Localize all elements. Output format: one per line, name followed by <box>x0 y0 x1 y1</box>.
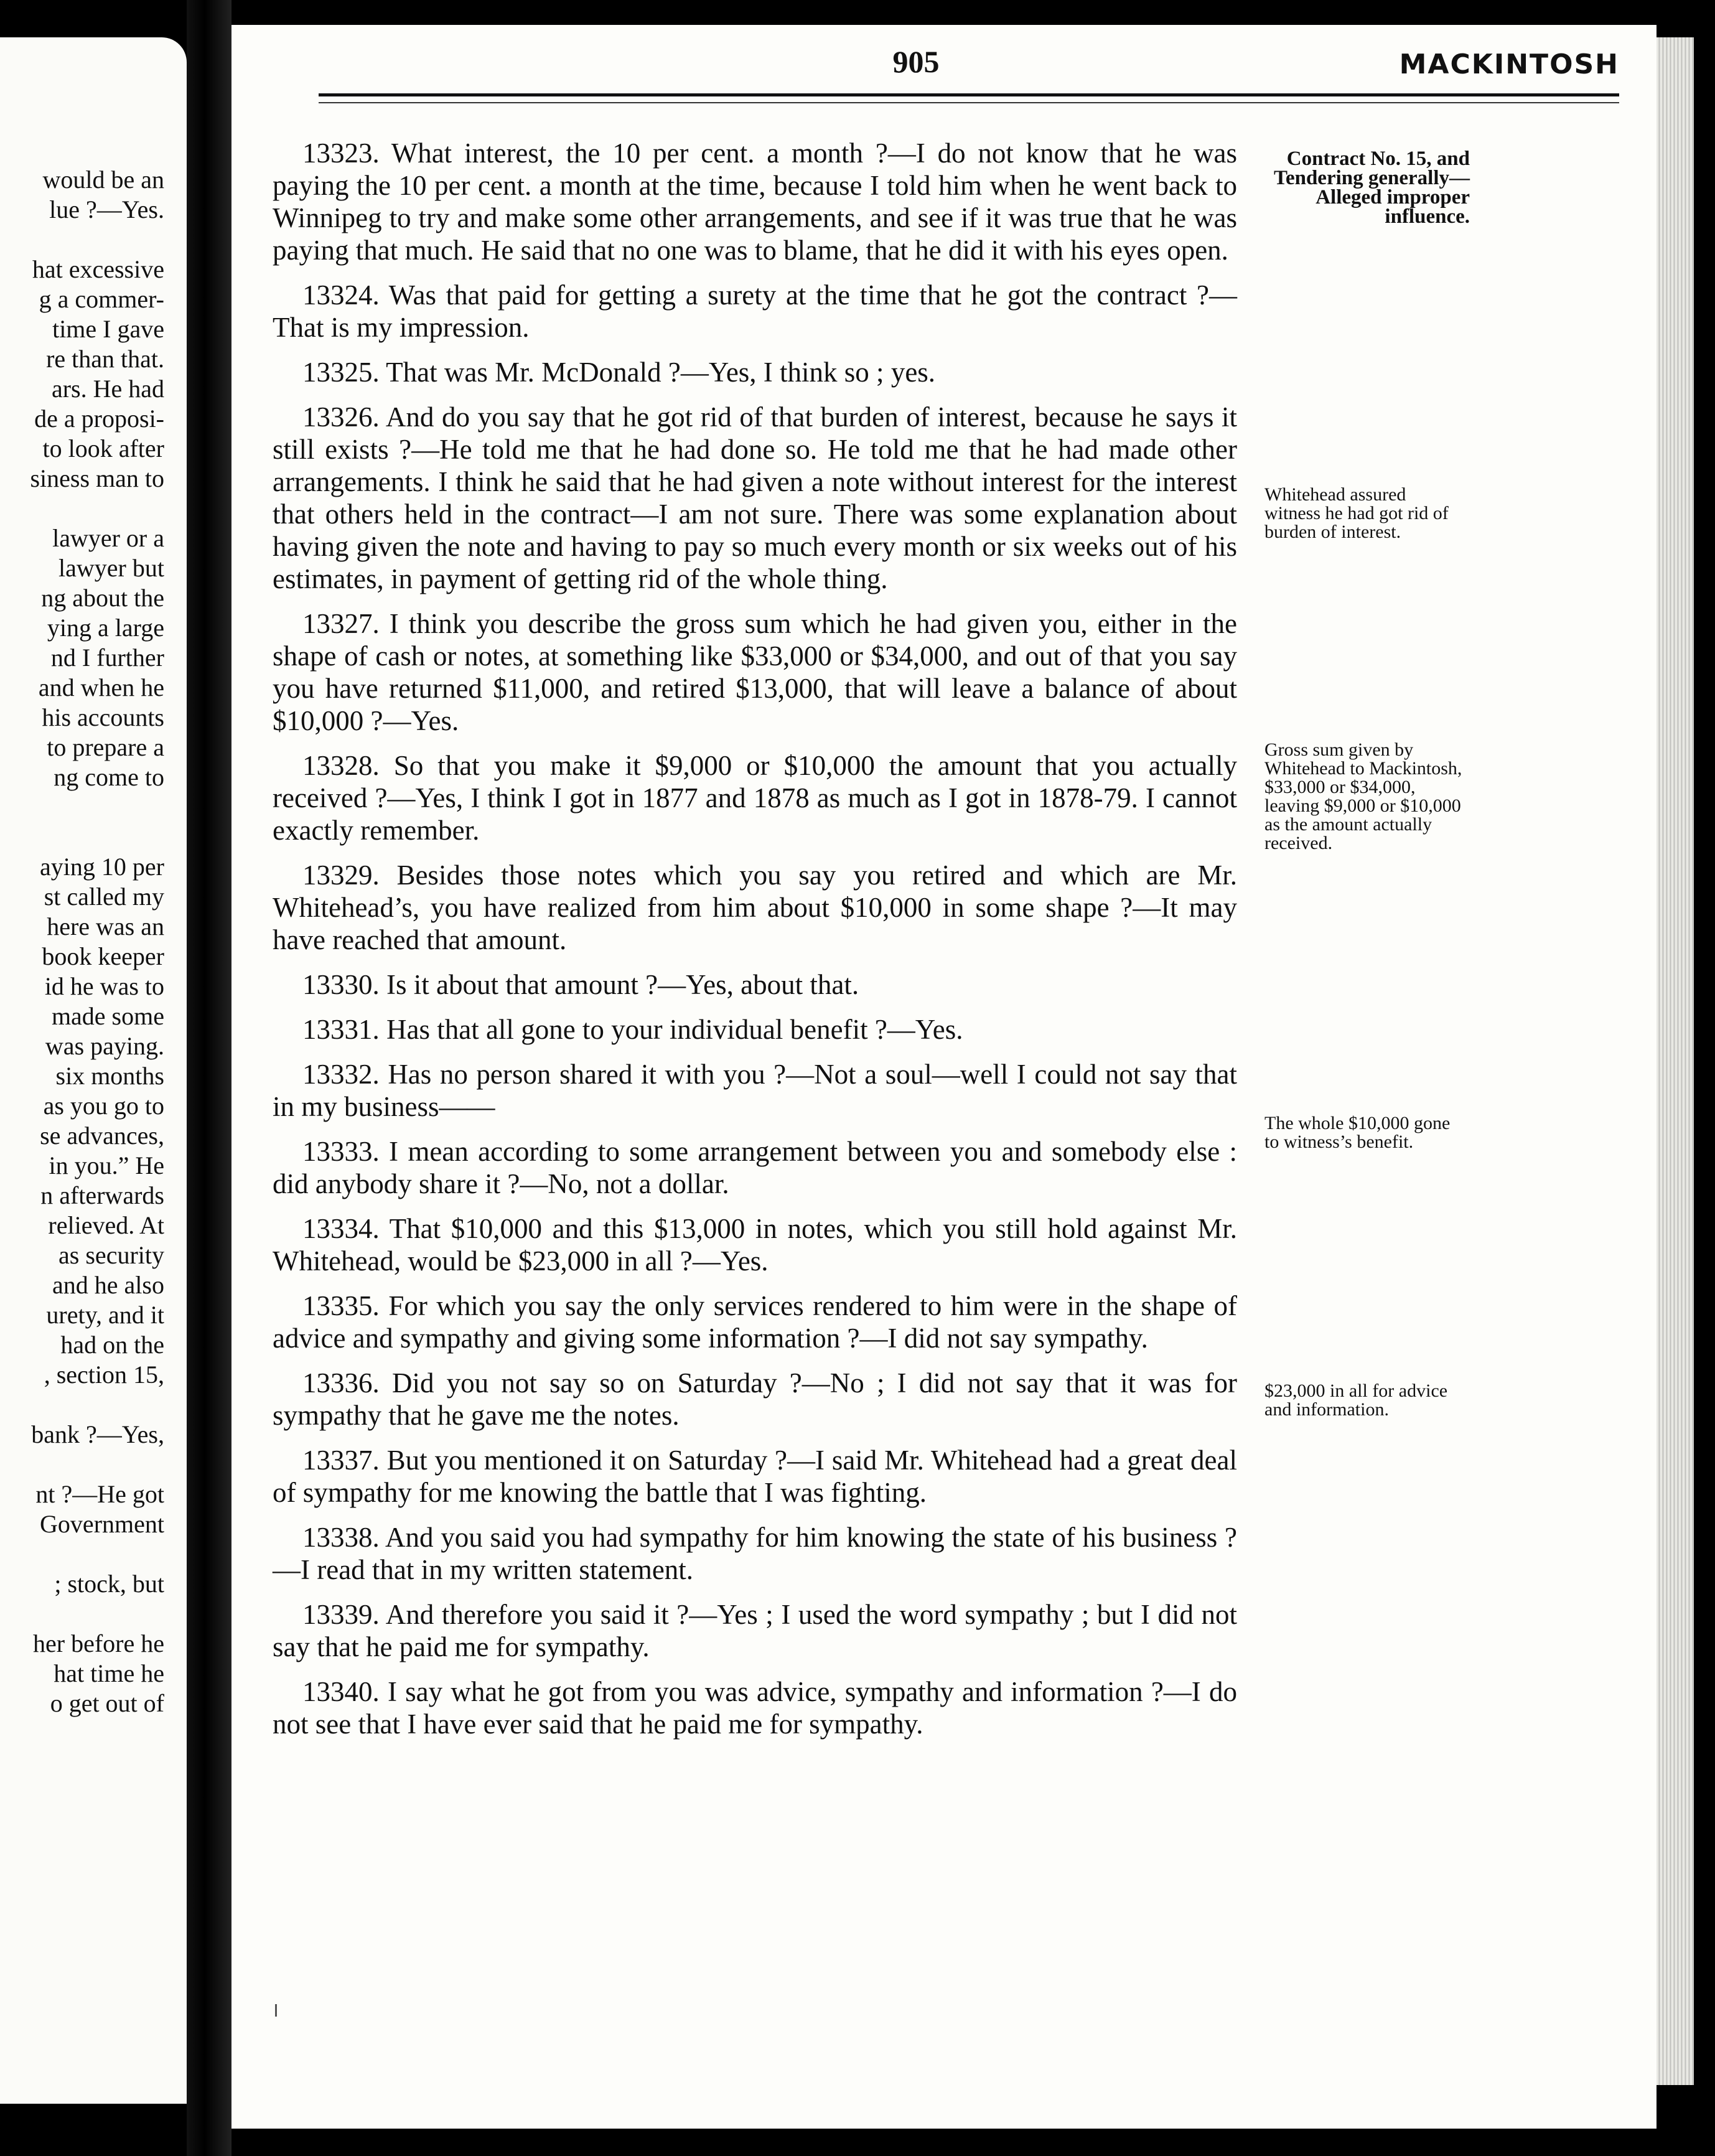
facing-page-line: was paying. <box>45 1032 164 1060</box>
paragraph-13333: 13333. I mean according to some arrangement between you and somebody else : did anybody share it ?—No, not a dollar. <box>273 1136 1237 1199</box>
facing-page-line: id he was to <box>44 972 164 1000</box>
paragraph-13339: 13339. And therefore you said it ?—Yes ; I used the word sympathy ; but I did not say that he paid me for sympathy. <box>273 1599 1237 1662</box>
facing-page-line: his accounts <box>42 703 164 731</box>
facing-page-line: Government <box>40 1510 164 1538</box>
facing-page-line: and when he <box>38 673 164 701</box>
facing-page-line: to prepare a <box>47 733 164 761</box>
page-edges <box>1657 37 1694 2085</box>
paragraph-13334: 13334. That $10,000 and this $13,000 in notes, which you still hold against Mr. Whitehead, would be $23,000 in all ?—Yes. <box>273 1213 1237 1277</box>
facing-page-line: ng about the <box>41 584 164 612</box>
print-mark <box>275 2004 277 2017</box>
facing-page-line: hat time he <box>54 1659 164 1687</box>
facing-page-text <box>0 165 164 1718</box>
facing-page-line: to look after <box>42 434 164 462</box>
facing-page-line <box>0 1390 164 1420</box>
facing-page-line: g a commer- <box>39 285 164 313</box>
paragraph-13338: 13338. And you said you had sympathy for him knowing the state of his business ?—I read that in my written statement. <box>273 1522 1237 1585</box>
facing-page-line: her before he <box>33 1629 164 1657</box>
paragraph-13337: 13337. But you mentioned it on Saturday ?—I said Mr. Whitehead had a great deal of sympathy for me knowing the battle that I was fighting. <box>273 1445 1237 1508</box>
facing-page-line: nt ?—He got <box>35 1480 164 1508</box>
facing-page-line: as security <box>58 1241 164 1269</box>
facing-page-line: here was an <box>47 912 164 940</box>
facing-page-line: lue ?—Yes. <box>49 195 164 223</box>
facing-page-line: , section 15, <box>44 1361 164 1389</box>
header-rule <box>319 93 1619 96</box>
facing-page-line <box>0 494 164 523</box>
facing-page-line: aying 10 per <box>40 853 164 881</box>
facing-page-line <box>0 225 164 255</box>
paragraph-13331: 13331. Has that all gone to your individual benefit ?—Yes. <box>302 1014 963 1045</box>
facing-page-line: n afterwards <box>40 1181 164 1209</box>
margin-note-total-sum: $23,000 in all for advice and information. <box>1264 1380 1448 1420</box>
facing-page-line: book keeper <box>42 942 164 970</box>
facing-page-line: lawyer or a <box>52 524 164 552</box>
facing-page-line: in you.” He <box>49 1151 164 1179</box>
facing-page-line: ng come to <box>54 763 164 791</box>
facing-page-line: se advances, <box>40 1122 164 1150</box>
paragraph-13330: 13330. Is it about that amount ?—Yes, about that. <box>302 969 859 1000</box>
header-rule-thin <box>319 102 1619 103</box>
facing-page-line: time I gave <box>52 315 164 343</box>
paragraph-13326: 13326. And do you say that he got rid of that burden of interest, because he says it still exists ?—He told me that he had done so. He told me that he had made other arrangements. I think he said that he had given a note without interest for the interest that others held in the contract—I am not sure. There was some explanation about having given the note and having to pay so much every month or six weeks out of his estimates, in payment of getting rid of the whole thing. <box>273 401 1237 594</box>
facing-page-line: as you go to <box>43 1092 164 1120</box>
facing-page-line: ying a large <box>47 614 164 642</box>
facing-page-line: re than that. <box>46 345 164 373</box>
paragraph-13335: 13335. For which you say the only services rendered to him were in the shape of advice and sympathy and giving some information ?—I did not say sympathy. <box>273 1290 1237 1354</box>
book-gutter <box>187 0 231 2156</box>
facing-page-line: six months <box>55 1062 164 1090</box>
facing-page-line: bank ?—Yes, <box>31 1420 164 1448</box>
facing-page-line <box>0 1539 164 1569</box>
paragraph-13336: 13336. Did you not say so on Saturday ?—No ; I did not say that it was for sympathy that he gave me the notes. <box>273 1367 1237 1431</box>
paragraph-13327: 13327. I think you describe the gross sum which he had given you, either in the shape of cash or notes, at something like $33,000 or $34,000, and out of that you say you have returned $11,000, and retired $13,000, that will leave a balance of about $10,000 ?—Yes. <box>273 608 1237 736</box>
facing-page-line: de a proposi- <box>34 405 164 433</box>
facing-page-line: hat excessive <box>32 255 164 283</box>
paragraph-13325: 13325. That was Mr. McDonald ?—Yes, I think so ; yes. <box>302 357 936 388</box>
facing-page-line: lawyer but <box>58 554 164 582</box>
facing-page-line: ; stock, but <box>54 1570 164 1598</box>
facing-page-line <box>0 1450 164 1479</box>
facing-page-line: o get out of <box>50 1689 164 1717</box>
facing-page-line: ars. He had <box>51 375 164 403</box>
facing-page-line: siness man to <box>30 464 164 492</box>
facing-page-line: relieved. At <box>48 1211 164 1239</box>
paragraph-13332: 13332. Has no person shared it with you ?—Not a soul—well I could not say that in my business—— <box>273 1059 1237 1122</box>
facing-page-line: urety, and it <box>46 1301 164 1329</box>
book-page <box>231 25 1657 2129</box>
facing-page-line <box>0 792 164 822</box>
facing-page-line: st called my <box>44 883 164 911</box>
page-number: 905 <box>892 44 940 79</box>
facing-page-line: would be an <box>42 166 164 194</box>
paragraph-13329: 13329. Besides those notes which you say you retired and which are Mr. Whitehead’s, you have realized from him about $10,000 in some shape ?—It may have reached that amount. <box>273 860 1237 955</box>
margin-note-gross-sum: Gross sum given by Whitehead to Mackintosh, $33,000 or $34,000, leaving $9,000 or $10,000 as the amount actually received. <box>1264 739 1462 853</box>
paragraph-13328: 13328. So that you make it $9,000 or $10,000 the amount that you actually received ?—Yes, I think I got in 1877 and 1878 as much as I got in 1878-79. I cannot exactly remember. <box>273 750 1237 846</box>
facing-page-line: made some <box>51 1002 164 1030</box>
margin-note-witness-benefit: The whole $10,000 gone to witness’s benefit. <box>1264 1113 1451 1152</box>
margin-note-subject: Contract No. 15, and Tendering generally— Alleged improper influence. <box>1273 148 1470 228</box>
facing-page <box>0 37 187 2104</box>
testimony-text <box>273 137 1237 1753</box>
running-title: MACKINTOSH <box>1399 49 1619 80</box>
facing-page-line <box>0 822 164 852</box>
facing-page-line: and he also <box>52 1271 164 1299</box>
paragraph-13340: 13340. I say what he got from you was advice, sympathy and information ?—I do not see that I have ever said that he paid me for sympathy. <box>273 1676 1237 1740</box>
facing-page-line: had on the <box>60 1331 164 1359</box>
paragraph-13324: 13324. Was that paid for getting a surety at the time that he got the contract ?—That is my impression. <box>273 279 1237 343</box>
facing-page-line <box>0 1599 164 1629</box>
margin-note-burden-of-interest: Whitehead assured witness he had got rid of burden of interest. <box>1264 484 1449 542</box>
paragraph-13323: 13323. What interest, the 10 per cent. a month ?—I do not know that he was paying the 10 per cent. a month at the time, because I told him when he went back to Winnipeg to try and make some other arrangements, and see if it was true that he was paying that much. He said that no one was to blame, that he did it with his eyes open. <box>273 138 1237 266</box>
facing-page-line: nd I further <box>50 644 164 672</box>
